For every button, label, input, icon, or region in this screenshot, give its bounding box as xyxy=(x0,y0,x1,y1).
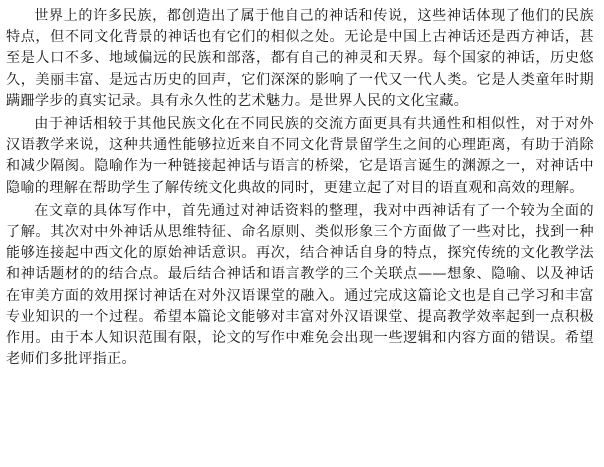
paragraph-commonality: 由于神话相较于其他民族文化在不同民族的交流方面更具有共通性和相似性，对于对外汉语教学来说，这种共通性能够拉近来自不同文化背景留学生之间的心理距离，有助于消除和减少隔阂。隐喻作为一种链接起神话与语言的桥梁，它是语言诞生的渊源之一，对神话中隐喻的理解在帮助学生了解传统文化典故的同时，更建立起了对目的语直观和高效的理解。 xyxy=(6,116,594,196)
paragraph-intro: 世界上的许多民族，都创造出了属于他自己的神话和传说，这些神话体现了他们的民族特点，但不同文化背景的神话也有它们的相似之处。无论是中国上古神话还是西方神话，甚至是人口不多、地域偏远的民族和部落，都有自己的神灵和天界。每个国家的神话，历史悠久，美丽丰富、是远古历史的回声，它们深深的影响了一代又一代人类。它是人类童年时期蹒跚学步的真实记录。具有永久性的艺术魅力。是世界人民的文化宝藏。 xyxy=(6,8,594,109)
paragraph-method: 在文章的具体写作中，首先通过对神话资料的整理，我对中西神话有了一个较为全面的了解。其次对中外神话从思维特征、命名原则、类似形象三个方面做了一些对比，找到一种能够连接起中西文化的原始神话意识。再次，结合神话自身的特点，探究传统的文化教学法和神话题材的的结合点。最后结合神话和语言教学的三个关联点——想象、隐喻、以及神话在审美方面的效用探讨神话在对外汉语课堂的融入。通过完成这篇论文也是自己学习和丰富专业知识的一个过程。希望本篇论文能够对丰富对外汉语课堂、提高教学效率起到一点积极作用。由于本人知识范围有限，论文的写作中难免会出现一些逻辑和内容方面的错误。希望老师们多批评指正。 xyxy=(6,202,594,368)
